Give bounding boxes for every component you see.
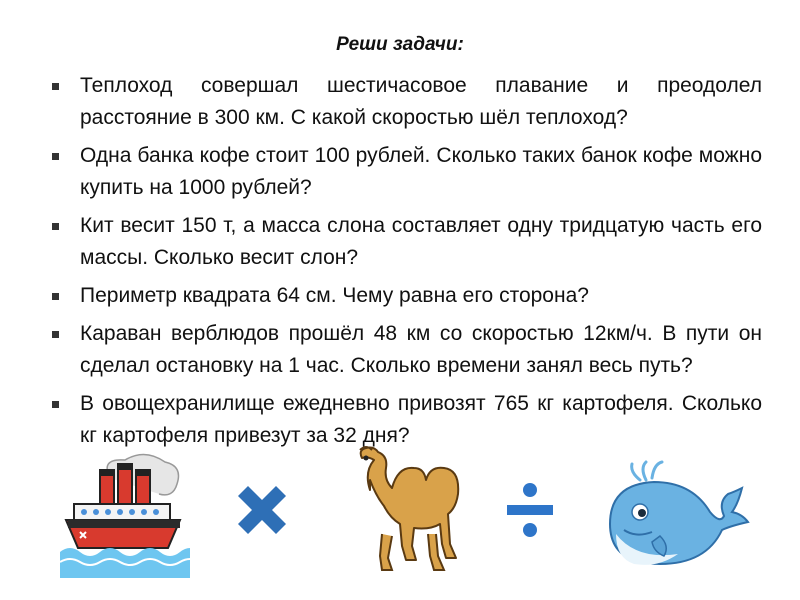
task-list (50, 70, 762, 458)
bullet (52, 331, 59, 338)
ship-icon (60, 448, 190, 578)
list-item (50, 140, 762, 204)
list-item (50, 280, 762, 312)
task-text: Караван верблюдов прошёл 48 км со скоростью 12км/ч. В пути он сделал остановку на 1 час. Сколько времени занял весь путь? (80, 322, 762, 377)
list-item (50, 318, 762, 382)
task-text: Теплоход совершал шестичасовое плавание и преодолел расстояние в 300 км. С какой скоростью шёл теплоход? (80, 74, 762, 129)
bullet (52, 153, 59, 160)
bullet (52, 293, 59, 300)
bullet (52, 401, 59, 408)
task-text: Одна банка кофе стоит 100 рублей. Сколько таких банок кофе можно купить на 1000 рублей? (80, 144, 762, 199)
illustration-row (0, 440, 800, 600)
list-item (50, 210, 762, 274)
bullet (52, 223, 59, 230)
divide-icon (505, 482, 555, 538)
multiply-icon (232, 480, 292, 540)
bullet (52, 83, 59, 90)
task-text: В овощехранилище ежедневно привозят 765 кг картофеля. Сколько кг картофеля привезут за 32 дня? (80, 392, 762, 447)
list-item (50, 70, 762, 134)
page-title: Реши задачи: (336, 34, 464, 55)
camel-icon (330, 444, 470, 574)
whale-icon (600, 454, 750, 574)
task-text: Периметр квадрата 64 см. Чему равна его сторона? (80, 284, 589, 307)
task-text: Кит весит 150 т, а масса слона составляет одну тридцатую часть его массы. Сколько весит слон? (80, 214, 762, 269)
